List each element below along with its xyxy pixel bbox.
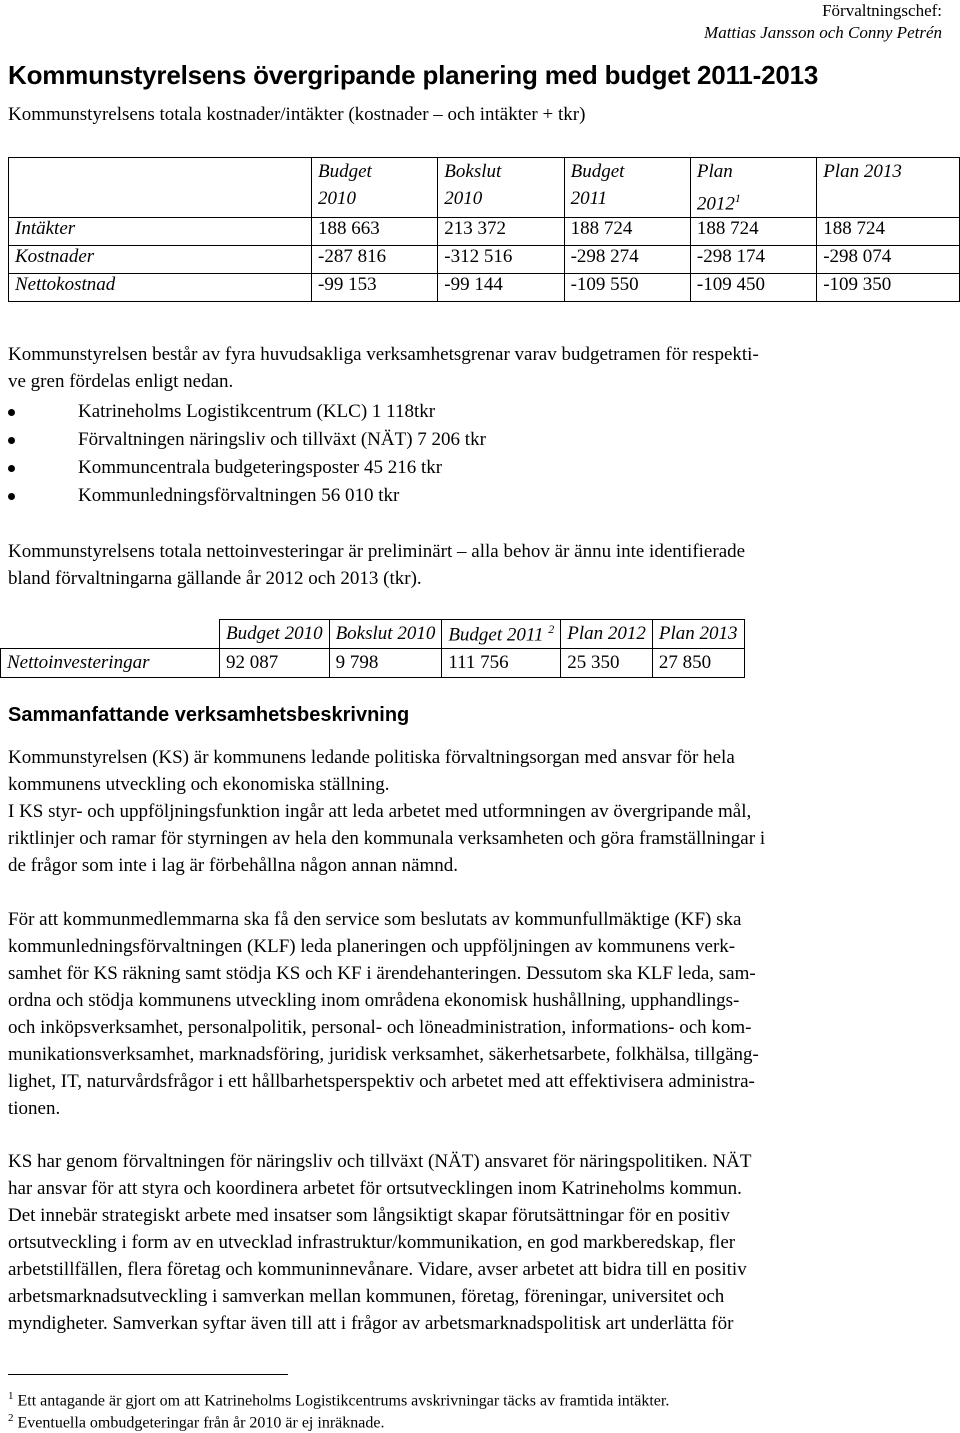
page-title: Kommunstyrelsens övergripande planering med budget 2011-2013 [8,60,819,90]
list-item: Kommunledningsförvaltningen 56 010 tkr [8,482,486,510]
investment-table-header-row [1,620,745,649]
bullet-icon [8,493,15,500]
list-item: Kommuncentrala budgeteringsposter 45 216 tkr [8,454,486,482]
invest-col-header: Budget 2010 [220,620,330,649]
footnote-ref: 1 [734,191,741,205]
table-cell: -109 350 [817,274,960,302]
document-header [704,0,942,44]
table-cell: -99 153 [312,274,438,302]
table-row [9,274,960,302]
page-subtitle: Kommunstyrelsens totala kostnader/intäkter (kostnader – och intäkter + tkr) [8,104,586,125]
footnote-1: $^1$ Ett antagande är gjort om att Katrineholms Logistikcentrums avskrivningar täcks av framtida intäkter. [8,1390,670,1410]
table-cell: -99 144 [438,274,564,302]
table-cell: 92 087 [220,649,330,678]
footnote-divider [8,1374,288,1375]
table-cell: 188 724 [817,218,960,246]
invest-col-header: Plan 2012 [561,620,653,649]
table-cell: 25 350 [561,649,653,678]
table-cell: 188 724 [564,218,690,246]
bullet-icon [8,409,15,416]
budget-col-header: Plan 2013 [817,158,960,218]
investment-table [0,619,745,678]
row-label: Nettoinvesteringar [1,649,220,678]
budget-col-header: Budget 2011 [564,158,690,218]
budget-col-header: Budget 2010 [312,158,438,218]
budget-table-header-row [9,158,960,218]
budget-allocation-list [8,398,486,510]
table-cell: -298 074 [817,246,960,274]
investment-table-corner [1,620,220,649]
table-cell: 188 663 [312,218,438,246]
table-cell: -109 450 [690,274,816,302]
table-row [9,246,960,274]
row-label: Intäkter [9,218,312,246]
invest-col-header: Bokslut 2010 [329,620,442,649]
body-paragraph-3: För att kommunmedlemmarna ska få den service som beslutats av kommunfullmäktige (KF) ska kommunledningsförvaltningen (KLF) leda planeringen och uppföljningen av kommunens verk- samhet för KS räkning samt stödja KS och KF i ärendehanteringen. Dessutom ska KLF leda, sam- ordna och stödja kommunens utveckling inom områdena ekonomisk hushållning, upphandlings- och inköpsverksamhet, personalpolitik, personal- och löneadministration, informations- och kom- munikationsverksamhet, marknadsföring, juridisk verksamhet, säkerhetsarbete, folkhälsa, tillgäng- lighet, IT, naturvårdsfrågor i ett hållbarhetsperspektiv och arbetet med att effektivisera administra- tionen. [8,909,759,1119]
investment-paragraph: Kommunstyrelsens totala nettoinvesteringar är preliminärt – alla behov är ännu inte identifierade bland förvaltningarna gällande år 2012 och 2013 (tkr). [8,541,746,589]
body-paragraph-4: KS har genom förvaltningen för näringsliv och tillväxt (NÄT) ansvaret för näringspolitiken. NÄT har ansvar för att styra och koordinera arbetet för ortsutvecklingen inom Katrineholms kommun. Det innebär strategiskt arbete med insatser som långsiktigt skapar förutsättningar för en positiv ortsutveckling i form av en utvecklad infrastruktur/kommunikation, en god markberedskap, fler arbetstillfällen, flera företag och kommuninnevånare. Vidare, avser arbetet att bidra till en positiv arbetsmarknadsutveckling i samverkan mellan kommunen, företag, föreningar, universitet och myndigheter. Samverkan syftar även till att i frågor av arbetsmarknadspolitisk art underlätta för [8,1151,752,1334]
table-cell: -298 174 [690,246,816,274]
table-cell: 213 372 [438,218,564,246]
header-role: Förvaltningschef: [822,1,942,20]
row-label: Nettokostnad [9,274,312,302]
table-cell: 111 756 [442,649,561,678]
budget-col-header: Plan 2012$^1$ [690,158,816,218]
table-row [9,218,960,246]
list-item: Förvaltningen näringsliv och tillväxt (NÄT) 7 206 tkr [8,426,486,454]
body-paragraph-1: Kommunstyrelsen (KS) är kommunens ledande politiska förvaltningsorgan med ansvar för hela kommunens utveckling och ekonomiska ställning. [8,747,735,795]
footnote-2: $^2$ Eventuella ombudgeteringar från år 2010 är ej inräknade. [8,1412,385,1432]
budget-table-corner [9,158,312,218]
budget-table [8,157,960,302]
table-cell: 27 850 [652,649,744,678]
table-cell: -109 550 [564,274,690,302]
bullet-icon [8,437,15,444]
invest-col-header: Budget 2011 $^2$ [442,620,561,649]
footnote-ref: 2 [548,621,555,636]
section-heading: Sammanfattande verksamhetsbeskrivning [8,704,410,726]
invest-col-header: Plan 2013 [652,620,744,649]
body-paragraph-2: I KS styr- och uppföljningsfunktion ingår att leda arbetet med utformningen av övergripande mål, riktlinjer och ramar för styrningen av hela den kommunala verksamheten och göra framställningar i de frågor som inte i lag är förbehållna någon annan nämnd. [8,801,766,876]
table-cell: -312 516 [438,246,564,274]
table-cell: -287 816 [312,246,438,274]
table-cell: 188 724 [690,218,816,246]
list-item: Katrineholms Logistikcentrum (KLC) 1 118tkr [8,398,486,426]
bullet-icon [8,465,15,472]
table-cell: 9 798 [329,649,442,678]
row-label: Kostnader [9,246,312,274]
budget-col-header: Bokslut 2010 [438,158,564,218]
intro-paragraph: Kommunstyrelsen består av fyra huvudsakliga verksamhetsgrenar varav budgetramen för respekti- ve gren fördelas enligt nedan. [8,344,759,392]
header-names: Mattias Jansson och Conny Petrén [704,23,942,42]
table-row [1,649,745,678]
table-cell: -298 274 [564,246,690,274]
